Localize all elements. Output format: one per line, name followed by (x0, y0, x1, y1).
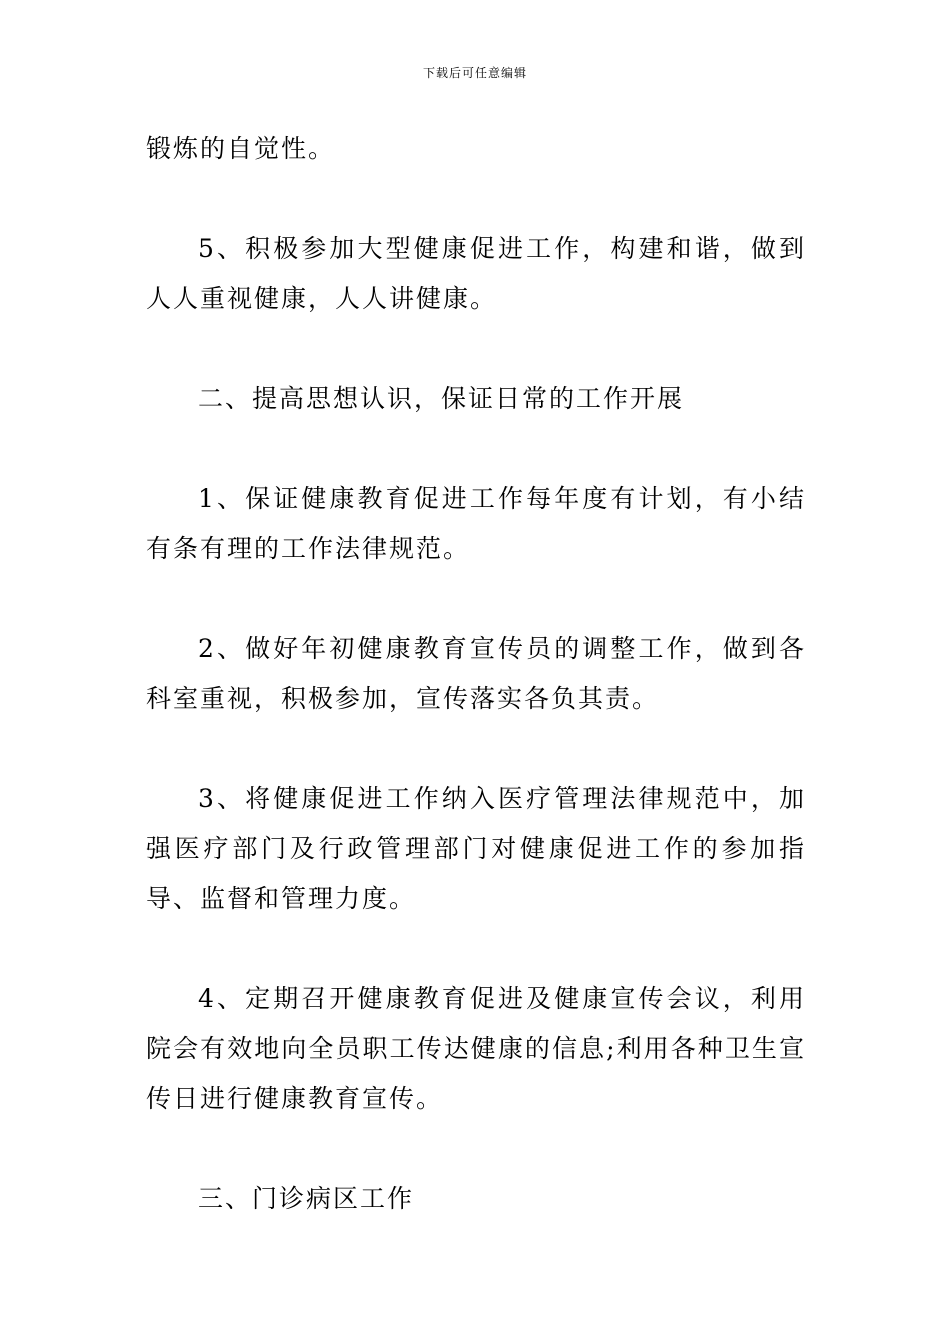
page-header: 下载后可任意编辑 (422, 66, 527, 80)
paragraph-item-3: 3、将健康促进工作纳入医疗管理法律规范中，加强医疗部门及行政管理部门对健康促进工作的参加指导、监督和管理力度。 (146, 784, 806, 913)
paragraph-continuation: 锻炼的自觉性。 (146, 134, 336, 163)
section-heading-3: 三、门诊病区工作 (198, 1184, 415, 1213)
paragraph-item-4: 4、定期召开健康教育促进及健康宣传会议，利用院会有效地向全员职工传达健康的信息;利用各种卫生宣传日进行健康教育宣传。 (146, 984, 806, 1113)
section-heading-2: 二、提高思想认识，保证日常的工作开展 (198, 384, 685, 413)
paragraph-item-5: 5、积极参加大型健康促进工作，构建和谐，做到人人重视健康，人人讲健康。 (146, 234, 806, 313)
document-body (146, 124, 806, 1274)
paragraph-item-2: 2、做好年初健康教育宣传员的调整工作，做到各科室重视，积极参加，宣传落实各负其责。 (146, 634, 806, 713)
paragraph-item-1: 1、保证健康教育促进工作每年度有计划，有小结有条有理的工作法律规范。 (146, 484, 806, 563)
